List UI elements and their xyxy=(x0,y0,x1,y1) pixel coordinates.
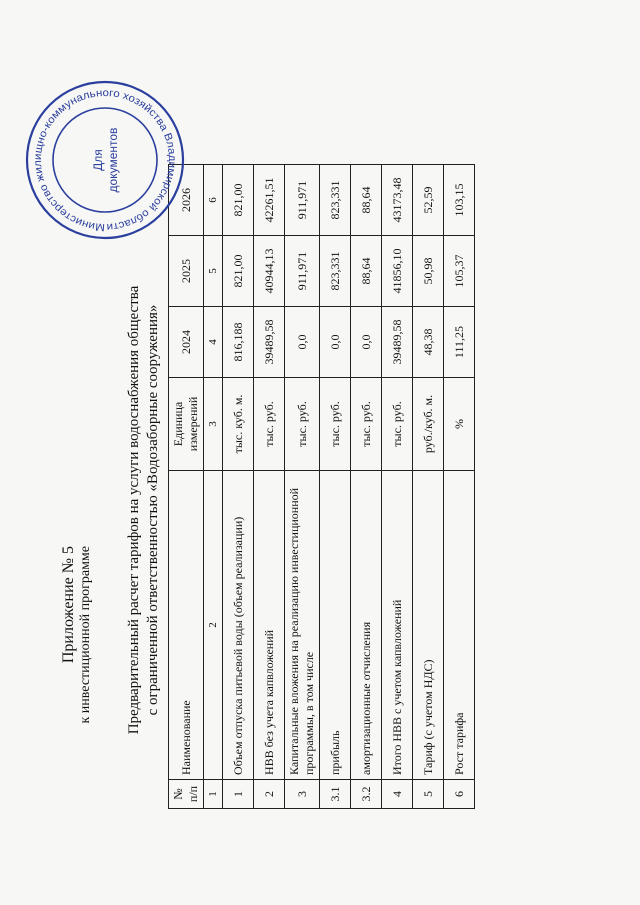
table-row xyxy=(285,165,320,809)
row-unit: руб./куб. м. xyxy=(413,378,444,471)
row-name: Тариф (с учетом НДС) xyxy=(413,471,444,780)
row-unit: тыс. руб. xyxy=(351,378,382,471)
value-2026: 88,64 xyxy=(351,165,382,236)
value-2025: 50,98 xyxy=(413,236,444,307)
row-unit: % xyxy=(444,378,475,471)
value-2025: 821,00 xyxy=(223,236,254,307)
row-num: 4 xyxy=(382,780,413,809)
row-unit: тыс. руб. xyxy=(320,378,351,471)
value-2026: 823,331 xyxy=(320,165,351,236)
table-row xyxy=(223,165,254,809)
table-row xyxy=(320,165,351,809)
stamp-ring-text: Министерство жилищно-коммунального хозяйства Владимирской области xyxy=(31,86,179,234)
tariff-table xyxy=(168,164,475,809)
header-unit: Единица измерений xyxy=(169,378,204,471)
row-num: 5 xyxy=(413,780,444,809)
row-unit: тыс. руб. xyxy=(382,378,413,471)
value-2025: 41856,10 xyxy=(382,236,413,307)
row-name: Итого НВВ с учетом капвложений xyxy=(382,471,413,780)
header-2025: 2025 xyxy=(169,236,204,307)
table-row xyxy=(351,165,382,809)
value-2024: 111,25 xyxy=(444,307,475,378)
column-number: 6 xyxy=(204,165,223,236)
table-row xyxy=(413,165,444,809)
value-2025: 88,64 xyxy=(351,236,382,307)
row-num: 2 xyxy=(254,780,285,809)
official-stamp xyxy=(20,75,190,245)
row-name: прибыль xyxy=(320,471,351,780)
row-num: 1 xyxy=(223,780,254,809)
header-2024: 2024 xyxy=(169,307,204,378)
row-unit: тыс. руб. xyxy=(254,378,285,471)
row-num: 3 xyxy=(285,780,320,809)
value-2026: 911,971 xyxy=(285,165,320,236)
appendix-number: Приложение № 5 xyxy=(60,546,77,664)
value-2024: 0,0 xyxy=(285,307,320,378)
value-2026: 103,15 xyxy=(444,165,475,236)
row-name: НВВ без учета капвложений xyxy=(254,471,285,780)
row-name: Рост тарифа xyxy=(444,471,475,780)
value-2024: 0,0 xyxy=(351,307,382,378)
value-2025: 105,37 xyxy=(444,236,475,307)
value-2024: 0,0 xyxy=(320,307,351,378)
row-name: Капитальные вложения на реализацию инвестиционной программы, в том числе xyxy=(285,471,320,780)
column-number-row xyxy=(204,165,223,809)
column-number: 2 xyxy=(204,471,223,780)
row-unit: тыс. руб. xyxy=(285,378,320,471)
appendix-subtitle: к инвестиционной программе xyxy=(78,546,93,724)
document-title-line2: с ограниченной ответственностью «Водозаборные сооружения» xyxy=(145,304,161,716)
stamp-outer-ring xyxy=(27,82,183,238)
value-2025: 823,331 xyxy=(320,236,351,307)
appendix-header xyxy=(60,546,94,724)
header-num: № п/п xyxy=(169,780,204,809)
value-2026: 42261,51 xyxy=(254,165,285,236)
row-name: амортизационные отчисления xyxy=(351,471,382,780)
column-number: 1 xyxy=(204,780,223,809)
column-number: 4 xyxy=(204,307,223,378)
row-name: Объем отпуска питьевой воды (объем реализации) xyxy=(223,471,254,780)
value-2025: 40944,13 xyxy=(254,236,285,307)
stamp-center-line1: Для xyxy=(91,149,105,171)
stamp-inner-ring xyxy=(53,108,157,212)
column-number: 3 xyxy=(204,378,223,471)
table-row xyxy=(382,165,413,809)
value-2024: 48,38 xyxy=(413,307,444,378)
row-num: 3.1 xyxy=(320,780,351,809)
row-unit: тыс. куб. м. xyxy=(223,378,254,471)
table-row xyxy=(254,165,285,809)
row-num: 3.2 xyxy=(351,780,382,809)
value-2024: 39489,58 xyxy=(382,307,413,378)
stamp-center-line2: документов xyxy=(106,127,120,193)
header-name: Наименование xyxy=(169,471,204,780)
column-number: 5 xyxy=(204,236,223,307)
value-2026: 43173,48 xyxy=(382,165,413,236)
row-num: 6 xyxy=(444,780,475,809)
value-2025: 911,971 xyxy=(285,236,320,307)
value-2024: 39489,58 xyxy=(254,307,285,378)
value-2024: 816,188 xyxy=(223,307,254,378)
document-title-line1: Предварительный расчет тарифов на услуги водоснабжения общества xyxy=(126,285,142,735)
table-row xyxy=(444,165,475,809)
header-2026: 2026 xyxy=(169,165,204,236)
value-2026: 52,59 xyxy=(413,165,444,236)
value-2026: 821,00 xyxy=(223,165,254,236)
